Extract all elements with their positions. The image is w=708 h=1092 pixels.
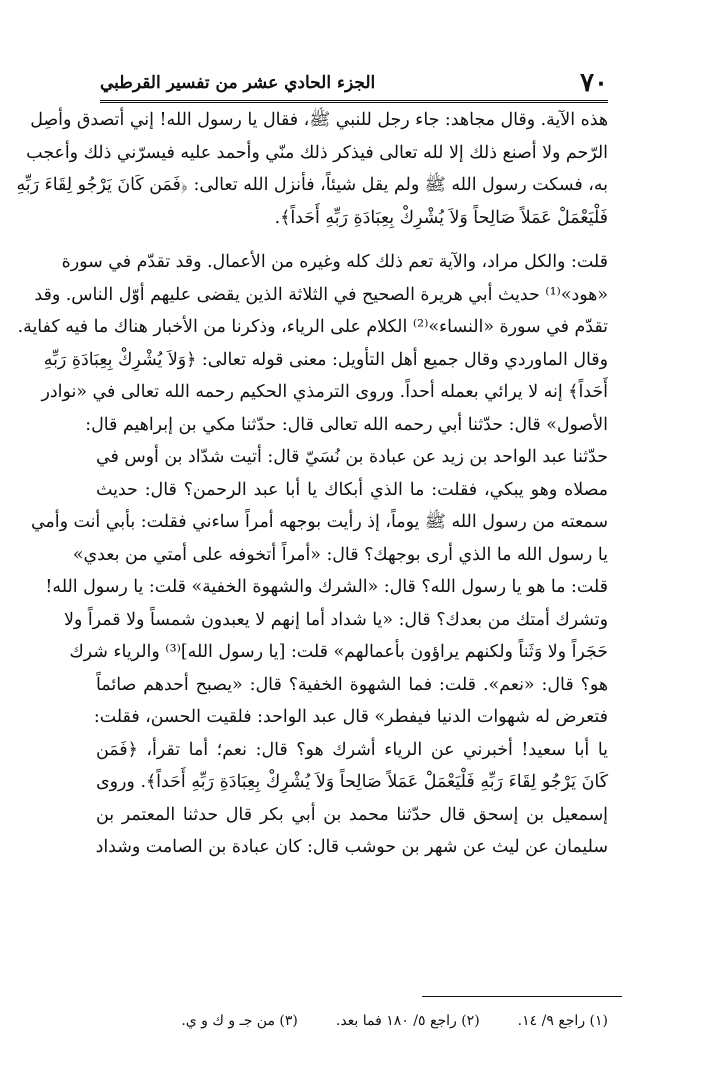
- text-line: وتشرك أمتك من بعدك؟ قال: «يا شداد أما إنهم لا يعبدون شمساً ولا قمراً ولا: [63, 609, 608, 630]
- text-line: أَحَداً﴾ إنه لا يرائي بعمله أحداً. وروى الترمذي الحكيم رحمه الله تعالى في «نوادر: [41, 382, 608, 402]
- header-rule: [100, 100, 608, 103]
- page-header: [100, 58, 608, 98]
- text-line: الأصول» قال: حدّثنا أبي رحمه الله تعالى قال: حدّثنا مكي بن إبراهيم قال:: [85, 414, 608, 435]
- main-text: [16, 104, 608, 864]
- text-line: يا أبا سعيد! أخبرني عن الرياء أشرك هو؟ قال: نعم؛ أما تقرأ، ﴿فَمَن: [96, 739, 608, 760]
- text-line: حَجَراً ولا وَثَناً ولكنهم يراؤون بأعمالهم» قلت: [يا رسول الله]⁽³⁾ والرياء شرك: [69, 642, 608, 662]
- text-line: قلت: ما هو يا رسول الله؟ قال: «الشرك والشهوة الخفية» قلت: يا رسول الله!: [45, 577, 608, 597]
- footnote-3: (٣) من جـ و ك و ي.: [181, 1013, 298, 1029]
- footnote-1: (١) راجع ٩/ ١٤.: [517, 1013, 608, 1029]
- footnotes: [96, 1010, 608, 1032]
- text-line: فتعرض له شهوات الدنيا فيفطر» قال عبد الواحد: فلقيت الحسن، فقلت:: [93, 707, 608, 727]
- text-line: كَانَ يَرْجُو لِقَاءَ رَبِّهِ فَلْيَعْمَلْ عَمَلاً صَالِحاً وَلاَ يُشْرِكْ بِعِبَادَةِ رَبِّهِ أَحَداً﴾. وروى: [96, 772, 608, 792]
- text-line: قلت: والكل مراد، والآية تعم ذلك كله وغيره من الأعمال. وقد تقدّم في سورة: [61, 252, 608, 272]
- text-line: سمعته من رسول الله ﷺ يوماً، إذ رأيت بوجهه أمراً ساءني فقلت: بأبي أنت وأمي: [30, 512, 608, 532]
- paragraph-2: [17, 246, 608, 864]
- running-title: الجزء الحادي عشر من تفسير القرطبي: [100, 73, 376, 93]
- text-line: تقدّم في سورة «النساء»⁽²⁾ الكلام على الرياء، وذكرنا من الأخبار هناك ما فيه كفاية.: [17, 317, 608, 337]
- paragraph-1: [16, 104, 608, 234]
- text-line: هو؟ قال: «نعم». قلت: فما الشهوة الخفية؟ قال: «يصبح أحدهم صائماً: [96, 674, 608, 695]
- text-line: هذه الآية. وقال مجاهد: جاء رجل للنبي ﷺ، فقال يا رسول الله! إني أتصدق وأصِل: [30, 110, 608, 130]
- text-line: به، فسكت رسول الله ﷺ ولم يقل شيئاً، فأنزل الله تعالى: ﴿فَمَن كَانَ يَرْجُو لِقَاءَ رَبِّهِ: [16, 175, 608, 195]
- footnote-2: (٢) راجع ٥/ ١٨٠ فما بعد.: [335, 1013, 480, 1029]
- text-line: حدّثنا عبد الواحد بن زيد عن عبادة بن نُسَيّ قال: أتيت شدّاد بن أوس في: [96, 447, 608, 467]
- text-line: وقال الماوردي وقال جميع أهل التأويل: معنى قوله تعالى: ﴿وَلاَ يُشْرِكْ بِعِبَادَةِ رَبِّهِ: [43, 349, 608, 370]
- text-line: فَلْيَعْمَلْ عَمَلاً صَالِحاً وَلاَ يُشْرِكْ بِعِبَادَةِ رَبِّهِ أَحَداً﴾.: [274, 207, 608, 228]
- text-line: «هود»⁽¹⁾ حديث أبي هريرة الصحيح في الثلاثة الذين يقضى عليهم أوّل الناس. وقد: [34, 284, 608, 305]
- page-number: ٧٠: [580, 68, 608, 98]
- text-line: الرّحم ولا أصنع ذلك إلا لله تعالى فيذكر ذلك منّي وأحمد عليه فيسرّني ذلك وأعجب: [26, 142, 608, 163]
- text-line: يا رسول الله ما الذي أرى بوجهك؟ قال: «أمراً أتخوفه على أمتي من بعدي»: [72, 544, 608, 565]
- footnote-rule: [422, 996, 622, 997]
- text-line: مصلاه وهو يبكي، فقلت: ما الذي أبكاك يا أبا عبد الرحمن؟ قال: حديث: [96, 479, 608, 500]
- text-line: إسمعيل بن إسحق قال حدّثنا محمد بن أبي بكر قال حدثنا المعتمر بن: [96, 804, 608, 825]
- text-line: سليمان عن ليث عن شهر بن حوشب قال: كان عبادة بن الصامت وشداد: [95, 837, 608, 857]
